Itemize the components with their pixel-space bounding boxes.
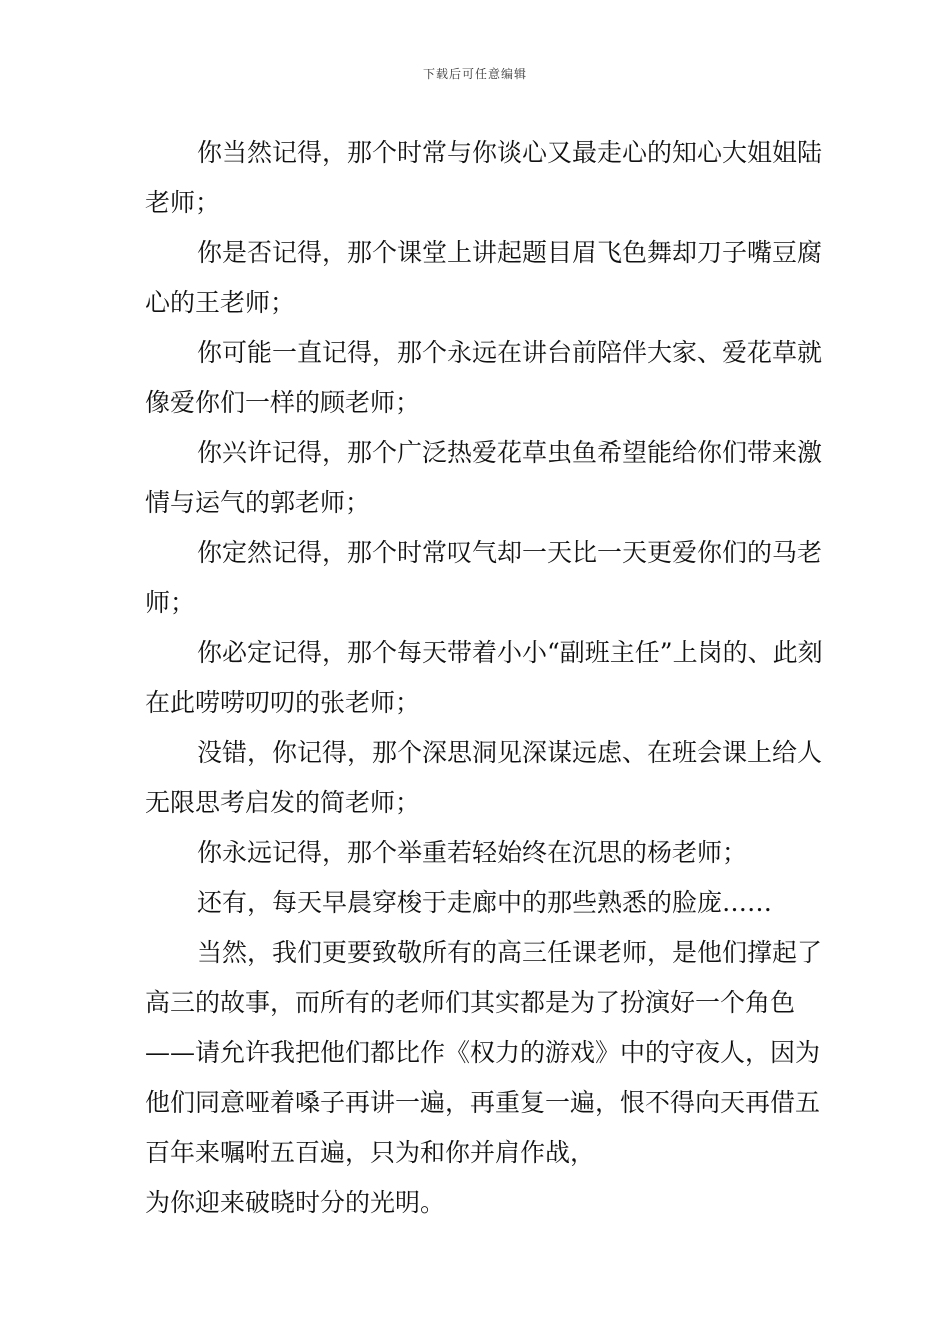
- paragraph: 你必定记得，那个每天带着小小“副班主任”上岗的、此刻在此唠唠叨叨的张老师；: [145, 638, 823, 717]
- paragraph: 你可能一直记得，那个永远在讲台前陪伴大家、爱花草就像爱你们一样的顾老师；: [145, 338, 823, 417]
- paragraph: 你兴许记得，那个广泛热爱花草虫鱼希望能给你们带来激情与运气的郭老师；: [145, 438, 823, 517]
- page-header: 下载后可任意编辑: [422, 67, 527, 81]
- paragraph: 你永远记得，那个举重若轻始终在沉思的杨老师；: [197, 838, 748, 867]
- paragraph: 你定然记得，那个时常叹气却一天比一天更爱你们的马老师；: [145, 538, 823, 617]
- paragraph: 还有，每天早晨穿梭于走廊中的那些熟悉的脸庞……: [197, 888, 773, 917]
- paragraph: 你当然记得，那个时常与你谈心又最走心的知心大姐姐陆老师；: [145, 138, 823, 217]
- paragraph: 没错，你记得，那个深思洞见深谋远虑、在班会课上给人无限思考启发的简老师；: [145, 738, 823, 817]
- paragraph-closing: 为你迎来破晓时分的光明。: [145, 1188, 446, 1217]
- paragraph: 你是否记得，那个课堂上讲起题目眉飞色舞却刀子嘴豆腐心的王老师；: [145, 238, 823, 317]
- document-body: [145, 128, 825, 1228]
- paragraph: 当然，我们更要致敬所有的高三任课老师，是他们撑起了高三的故事，而所有的老师们其实都是为了扮演好一个角色——请允许我把他们都比作《权力的游戏》中的守夜人，因为他们同意哑着嗓子再讲一遍，再重复一遍，恨不得向天再借五百年来嘱咐五百遍，只为和你并肩作战，: [145, 938, 823, 1167]
